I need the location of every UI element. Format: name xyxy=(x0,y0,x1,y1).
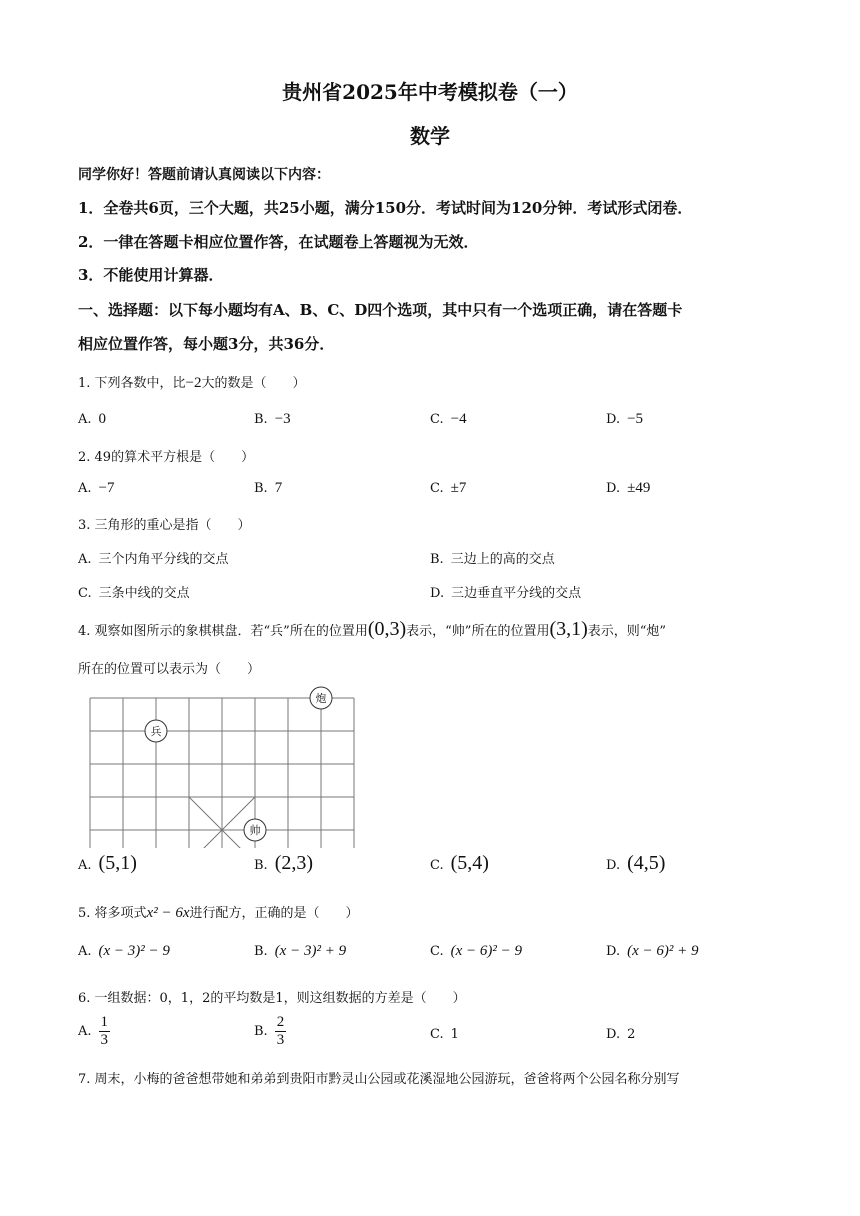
exam-title: 贵州省2025年中考模拟卷（一） xyxy=(282,80,578,104)
question-1-post: 大的数是（ ） xyxy=(201,376,306,391)
option-label: C. xyxy=(430,1027,444,1042)
option-4b xyxy=(254,852,313,875)
option-2a xyxy=(78,480,115,497)
chess-piece-label: 帅 xyxy=(249,824,261,837)
fraction xyxy=(99,1014,111,1050)
option-5b xyxy=(254,943,346,960)
option-value: 三个内角平分线的交点 xyxy=(98,552,229,567)
option-3d xyxy=(430,582,581,601)
option-value: (x − 3)² + 9 xyxy=(274,943,347,959)
option-5c xyxy=(430,943,522,960)
option-value: −7 xyxy=(98,480,115,496)
chess-board-figure xyxy=(76,686,366,848)
option-label: B. xyxy=(254,1024,268,1040)
subject-title: 数学 xyxy=(410,124,450,148)
option-6b xyxy=(254,1014,286,1050)
option-label: A. xyxy=(78,552,92,567)
option-label: D. xyxy=(606,412,621,427)
option-value: −4 xyxy=(450,411,467,427)
option-3b xyxy=(430,548,555,567)
option-value: (x − 6)² − 9 xyxy=(450,943,523,959)
coordinate-shuai: (3,1) xyxy=(549,618,588,640)
option-value: 7 xyxy=(274,480,283,496)
option-value: 三条中线的交点 xyxy=(98,586,190,601)
option-value: 三边垂直平分线的交点 xyxy=(451,586,582,601)
fraction-denominator: 3 xyxy=(100,1032,109,1049)
question-7: 7. 周末，小梅的爸爸想带她和弟弟到贵阳市黔灵山公园或花溪湿地公园游玩，爸爸将两个公园名称分别写 xyxy=(78,1072,680,1087)
question-5-pre: 5. 将多项式 xyxy=(78,906,147,921)
option-6a xyxy=(78,1014,110,1050)
option-value: ±49 xyxy=(627,480,651,496)
option-label: D. xyxy=(606,1027,621,1042)
option-2c xyxy=(430,480,466,497)
notice-item-2: 2．一律在答题卡相应位置作答，在试题卷上答题视为无效． xyxy=(78,233,479,251)
option-value: 1 xyxy=(450,1027,459,1042)
chess-piece-label: 炮 xyxy=(315,692,327,705)
option-label: B. xyxy=(254,944,268,959)
option-label: B. xyxy=(254,858,268,873)
notice-item-3: 3．不能使用计算器． xyxy=(78,266,224,284)
option-label: D. xyxy=(430,586,445,601)
option-label: D. xyxy=(606,481,621,496)
question-1 xyxy=(78,372,306,392)
option-label: B. xyxy=(254,412,268,427)
option-value: (x − 6)² + 9 xyxy=(627,943,699,959)
notice-intro: 同学你好！答题前请认真阅读以下内容： xyxy=(78,167,330,183)
option-5a xyxy=(78,943,170,960)
option-label: A. xyxy=(78,858,92,873)
option-label: A. xyxy=(78,412,92,427)
option-4c xyxy=(430,852,489,875)
question-6: 6. 一组数据：0，1，2的平均数是1，则这组数据的方差是（ ） xyxy=(78,991,466,1006)
coordinate-bing: (0,3) xyxy=(367,618,407,640)
option-2d xyxy=(606,480,650,497)
option-label: D. xyxy=(606,944,621,959)
option-value: (4,5) xyxy=(627,852,666,874)
option-value: (5,1) xyxy=(98,852,137,874)
option-label: A. xyxy=(78,1024,92,1040)
question-3: 3. 三角形的重心是指（ ） xyxy=(78,518,251,533)
option-1a xyxy=(78,411,106,428)
option-1d xyxy=(606,411,643,428)
question-4-line-2: 所在的位置可以表示为（ ） xyxy=(78,662,261,677)
question-2: 2. 49的算术平方根是（ ） xyxy=(78,450,255,465)
chess-piece-label: 兵 xyxy=(150,725,162,738)
question-4-mid: 表示，“帅”所在的位置用 xyxy=(406,624,550,639)
option-value: 0 xyxy=(98,411,107,427)
option-value: ±7 xyxy=(450,480,467,496)
question-1-math: −2 xyxy=(185,375,202,391)
fraction-numerator: 1 xyxy=(99,1014,111,1032)
question-4-line-1 xyxy=(78,618,666,641)
option-5d xyxy=(606,943,698,960)
option-value: (2,3) xyxy=(274,852,314,874)
option-label: A. xyxy=(78,944,92,959)
fraction-numerator: 2 xyxy=(275,1014,287,1032)
option-4a xyxy=(78,852,137,875)
option-label: C. xyxy=(430,412,444,427)
option-label: C. xyxy=(430,481,444,496)
option-value: (5,4) xyxy=(450,852,489,874)
option-label: C. xyxy=(430,858,444,873)
option-6d xyxy=(606,1027,635,1042)
option-label: B. xyxy=(254,481,268,496)
option-4d xyxy=(606,852,665,875)
question-5-post: 进行配方，正确的是（ ） xyxy=(189,906,359,921)
option-label: D. xyxy=(606,858,621,873)
option-value: (x − 3)² − 9 xyxy=(98,943,170,959)
option-3a xyxy=(78,548,229,567)
option-6c xyxy=(430,1027,459,1042)
option-value: 三边上的高的交点 xyxy=(450,552,555,567)
question-1-pre: 1. 下列各数中，比 xyxy=(78,376,186,391)
option-label: A. xyxy=(78,481,92,496)
option-value: 2 xyxy=(627,1027,636,1042)
option-1c xyxy=(430,411,467,428)
section-heading-line-2: 相应位置作答，每小题3分，共36分． xyxy=(78,335,335,353)
option-1b xyxy=(254,411,291,428)
option-value: −5 xyxy=(627,411,644,427)
option-2b xyxy=(254,480,282,497)
question-4-post: 表示，则“炮” xyxy=(587,624,667,639)
fraction xyxy=(275,1014,287,1050)
option-3c xyxy=(78,582,190,601)
notice-item-1: 1．全卷共6页，三个大题，共25小题，满分150分．考试时间为120分钟．考试形式闭卷． xyxy=(78,199,693,217)
question-5-polynomial: x² − 6x xyxy=(146,905,190,921)
option-value: −3 xyxy=(274,411,291,427)
fraction-denominator: 3 xyxy=(276,1032,285,1049)
question-5 xyxy=(78,902,359,922)
section-heading-line-1: 一、选择题：以下每小题均有A、B、C、D四个选项，其中只有一个选项正确，请在答题卡 xyxy=(78,301,683,319)
option-label: C. xyxy=(430,944,444,959)
option-label: C. xyxy=(78,586,92,601)
option-label: B. xyxy=(430,552,444,567)
question-4-pre: 4. 观察如图所示的象棋棋盘．若“兵”所在的位置用 xyxy=(78,624,368,639)
